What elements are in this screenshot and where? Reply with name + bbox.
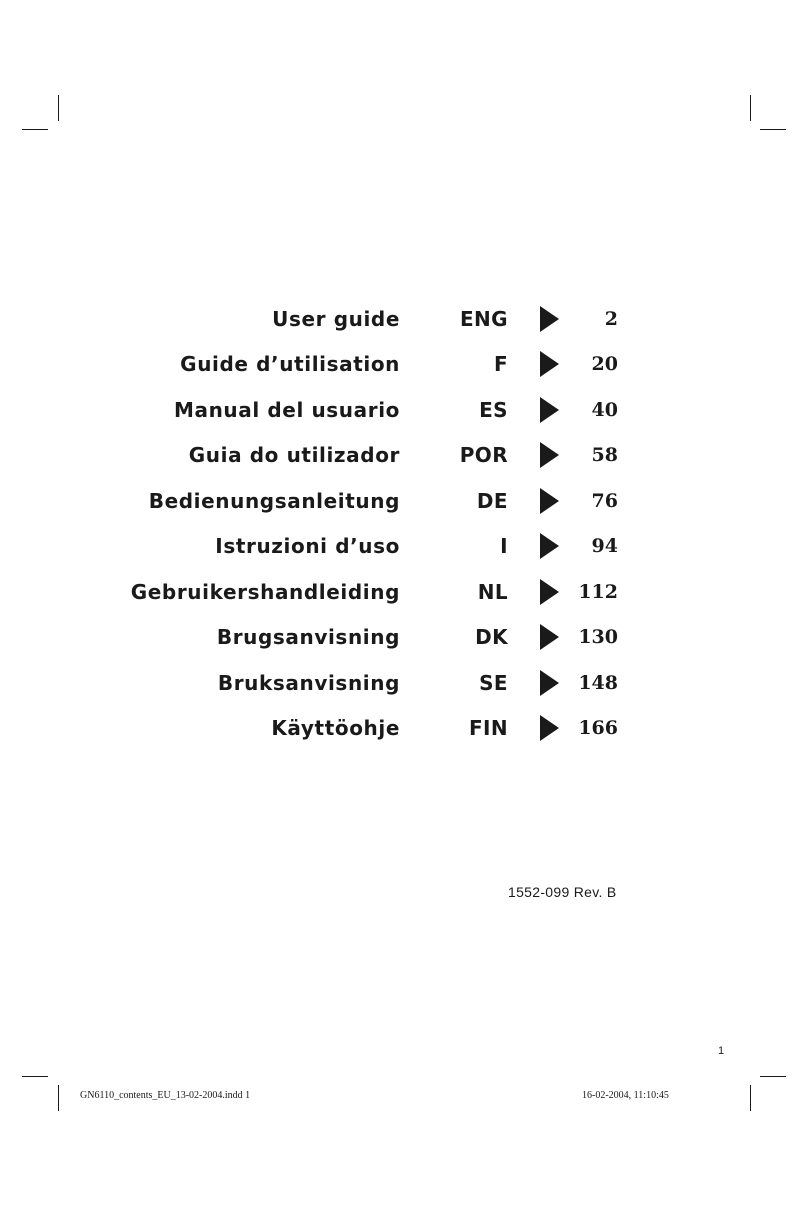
toc-row[interactable] (0, 478, 808, 524)
crop-mark-bottom-left-horizontal (22, 1076, 48, 1077)
toc-page-number: 76 (591, 490, 618, 512)
toc-language-code: ES (479, 398, 508, 422)
toc-page-number: 40 (591, 399, 618, 421)
toc-language-code: SE (479, 671, 508, 695)
document-number: 1552-099 Rev. B (508, 884, 617, 900)
toc-row[interactable] (0, 296, 808, 342)
arrow-right-icon (540, 442, 559, 468)
arrow-right-icon (540, 488, 559, 514)
toc-title: Bruksanvisning (217, 671, 400, 695)
arrow-right-icon (540, 397, 559, 423)
toc-page-number: 2 (604, 308, 618, 330)
toc-title: User guide (272, 307, 400, 331)
page-number: 1 (718, 1045, 725, 1057)
toc-title: Istruzioni d’uso (215, 534, 400, 558)
toc-row[interactable] (0, 523, 808, 569)
toc-title: Guide d’utilisation (180, 352, 400, 376)
arrow-right-icon (540, 670, 559, 696)
toc-row[interactable] (0, 660, 808, 706)
toc-language-code: ENG (459, 307, 508, 331)
toc-row[interactable] (0, 705, 808, 751)
arrow-right-icon (540, 533, 559, 559)
slug-file-name: GN6110_contents_EU_13-02-2004.indd 1 (80, 1090, 251, 1101)
crop-mark-bottom-right-vertical (750, 1085, 751, 1111)
toc-language-code: FIN (468, 716, 508, 740)
toc-language-code: F (493, 352, 508, 376)
toc-page-number: 148 (578, 672, 618, 694)
toc-row[interactable] (0, 341, 808, 387)
toc-page-number: 130 (578, 626, 618, 648)
toc-page-number: 58 (591, 444, 618, 466)
toc-language-code: DE (476, 489, 508, 513)
crop-mark-top-left-horizontal (22, 129, 48, 130)
toc-page-number: 112 (578, 581, 618, 603)
toc-row[interactable] (0, 432, 808, 478)
arrow-right-icon (540, 624, 559, 650)
toc-row[interactable] (0, 387, 808, 433)
arrow-right-icon (540, 715, 559, 741)
crop-mark-top-right-vertical (750, 95, 751, 121)
toc-page-number: 166 (578, 717, 618, 739)
toc-title: Bedienungsanleitung (148, 489, 400, 513)
toc-language-code: NL (477, 580, 508, 604)
arrow-right-icon (540, 351, 559, 377)
crop-mark-top-right-horizontal (760, 129, 786, 130)
arrow-right-icon (540, 306, 559, 332)
toc-title: Käyttöohje (271, 716, 400, 740)
crop-mark-bottom-right-horizontal (760, 1076, 786, 1077)
toc-language-code: DK (475, 625, 508, 649)
toc-title: Guia do utilizador (188, 443, 400, 467)
toc-page-number: 20 (591, 353, 618, 375)
arrow-right-icon (540, 579, 559, 605)
toc-language-code: POR (459, 443, 508, 467)
toc-row[interactable] (0, 569, 808, 615)
toc-title: Gebruikershandleiding (130, 580, 400, 604)
toc-row[interactable] (0, 614, 808, 660)
toc-title: Manual del usuario (173, 398, 400, 422)
crop-mark-top-left-vertical (58, 95, 59, 121)
toc-language-code: I (500, 534, 508, 558)
crop-mark-bottom-left-vertical (58, 1085, 59, 1111)
slug-timestamp: 16-02-2004, 11:10:45 (582, 1090, 669, 1101)
toc-page-number: 94 (591, 535, 618, 557)
toc-title: Brugsanvisning (216, 625, 400, 649)
